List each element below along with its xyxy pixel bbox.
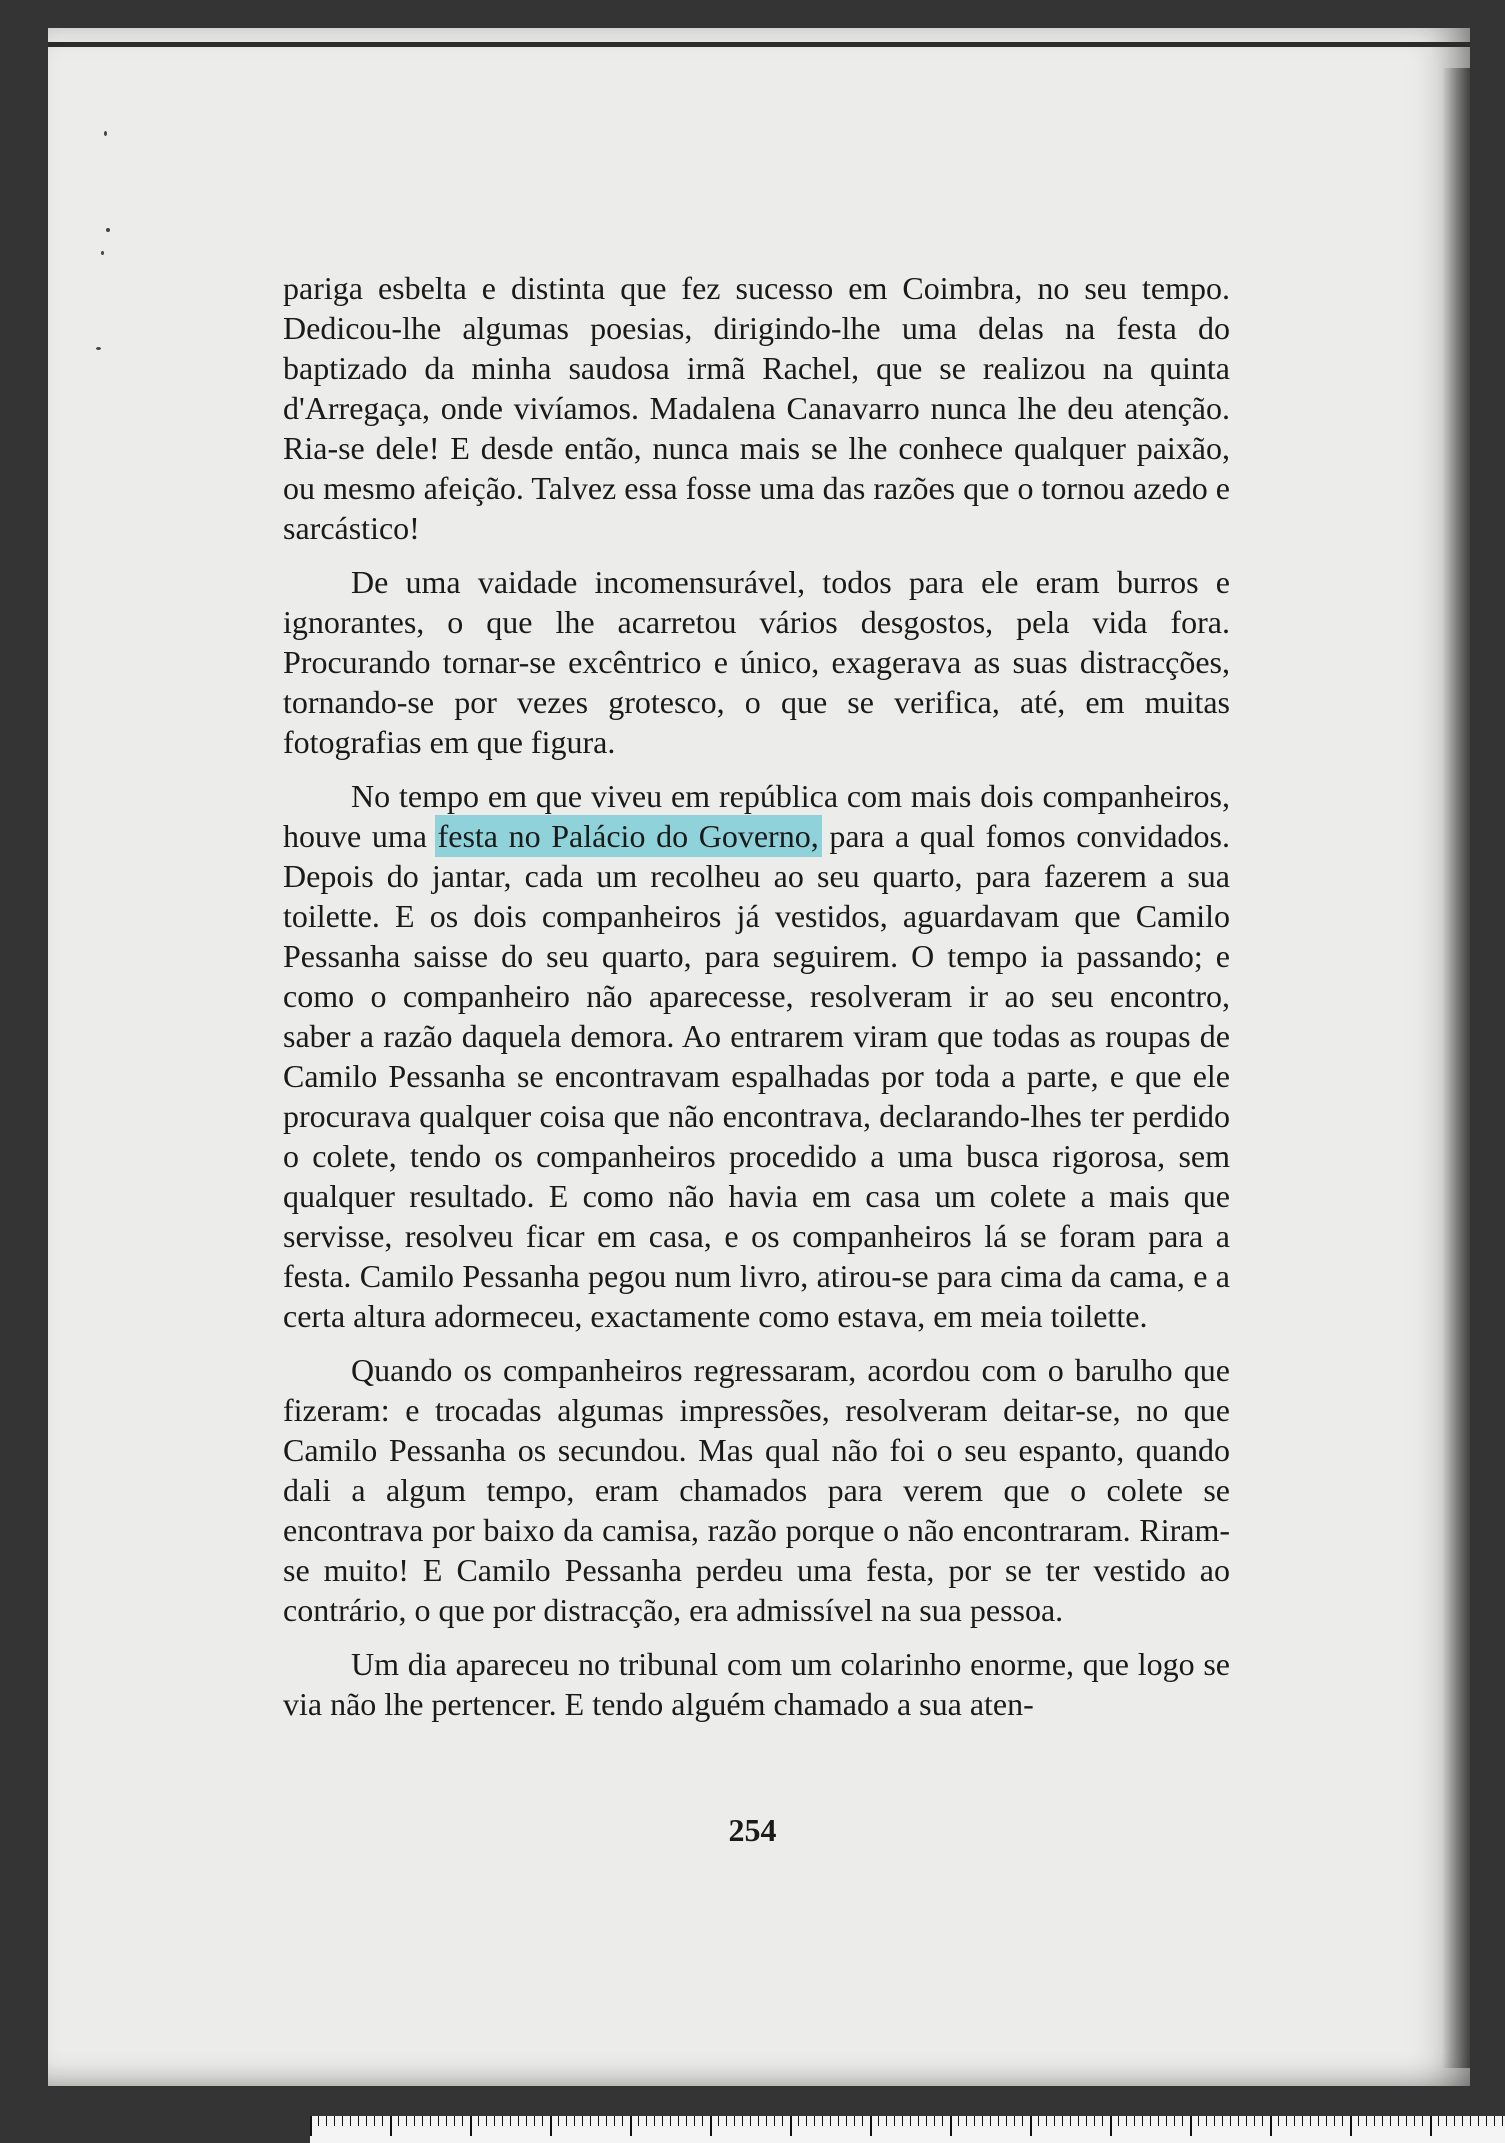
- page-top-edge: [48, 42, 1470, 47]
- paragraph-3-start: No tempo em que viveu em república com mais dois companheiros, houve uma: [283, 778, 1230, 854]
- highlighted-phrase: festa no Palácio do Governo,: [437, 818, 819, 854]
- paragraph-5: Um dia apareceu no tribunal com um colarinho enorme, que logo se via não lhe pertencer. E tendo alguém chamado a sua aten-: [283, 1646, 1230, 1722]
- paragraph-3: [283, 776, 1230, 1336]
- paragraph-2: De uma vaidade incomensurável, todos para ele eram burros e ignorantes, o que lhe acarretou vários desgostos, pela vida fora. Procurando tornar-se excêntrico e único, exagerava as suas distracções, tornando-se por vezes grotesco, o que se verifica, até, em muitas fotografias em que figura.: [283, 564, 1230, 760]
- body-text: [283, 268, 1230, 1738]
- dust-speck: [101, 251, 104, 255]
- paragraph-4: Quando os companheiros regressaram, acordou com o barulho que fizeram: e trocadas algumas impressões, resolveram deitar-se, no que Camilo Pessanha os secundou. Mas qual não foi o seu espanto, quando dali a algum tempo, eram chamados para verem que o colete se encontrava por baixo da camisa, razão porque o não encontraram. Riram-se muito! E Camilo Pessanha perdeu uma festa, por se ter vestido ao contrário, o que por distracção, era admissível na sua pessoa.: [283, 1352, 1230, 1628]
- paragraph-1: pariga esbelta e distinta que fez sucesso em Coimbra, no seu tempo. Dedicou-lhe algumas poesias, dirigindo-lhe uma delas na festa do baptizado da minha saudosa irmã Rachel, que se realizou na quinta d'Arregaça, onde vivíamos. Madalena Canavarro nunca lhe deu atenção. Ria-se dele! E desde então, nunca mais se lhe conhece qualquer paixão, ou mesmo afeição. Talvez essa fosse uma das razões que o tornou azedo e sarcástico!: [283, 270, 1230, 546]
- dust-speck: [106, 228, 110, 232]
- dust-speck: [104, 131, 107, 136]
- page-right-shadow: [1442, 68, 1470, 2068]
- page-number: 254: [728, 1812, 777, 1848]
- scale-ruler: [310, 2116, 1505, 2143]
- paragraph-3-end: para a qual fomos convidados. Depois do jantar, cada um recolheu ao seu quarto, para fazerem a sua toilette. E os dois companheiros já vestidos, aguardavam que Camilo Pessanha saisse do seu quarto, para seguirem. O tempo ia passando; e como o companheiro não aparecesse, resolveram ir ao seu encontro, saber a razão daquela demora. Ao entrarem viram que todas as roupas de Camilo Pessanha se encontravam espalhadas por toda a parte, e que ele procurava qualquer coisa que não encontrava, declarando-lhes ter perdido o colete, tendo os companheiros procedido a uma busca rigorosa, sem qualquer resultado. E como não havia em casa um colete a mais que servisse, resolveu ficar em casa, e os companheiros lá se foram para a festa. Camilo Pessanha pegou num livro, atirou-se para cima da cama, e a certa altura adormeceu, exactamente como estava, em meia toilette.: [283, 818, 1231, 1334]
- dust-speck: [96, 347, 101, 350]
